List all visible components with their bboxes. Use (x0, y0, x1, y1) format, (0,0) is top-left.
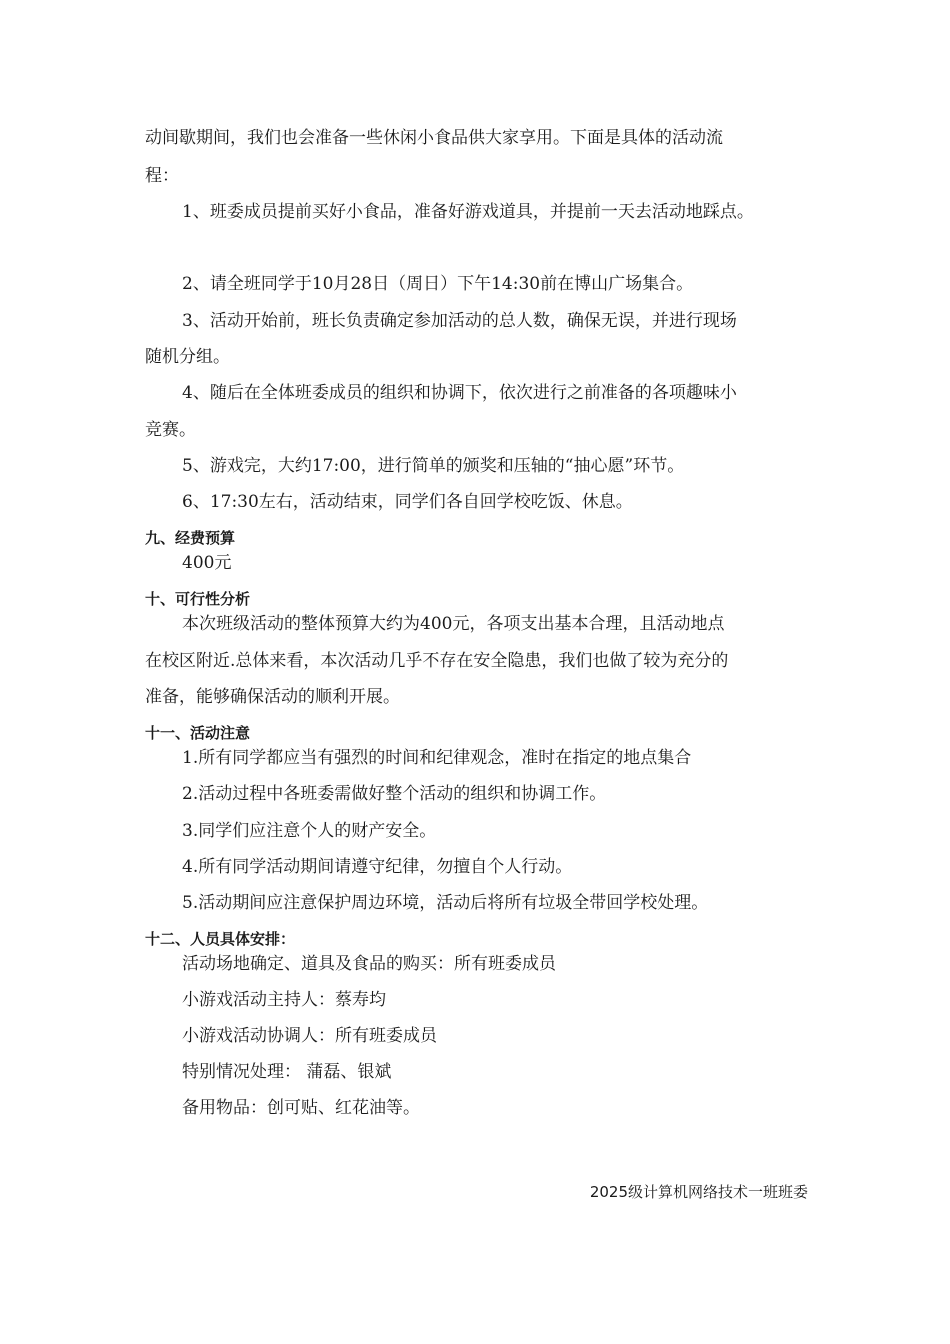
staff-heading: 十二、人员具体安排： (145, 930, 296, 948)
process-step-3-line-2: 随机分组。 (145, 347, 230, 367)
staff-item-2: 小游戏活动主持人：蔡寿均 (182, 990, 386, 1010)
process-step-3-line-1: 3、活动开始前，班长负责确定参加活动的总人数，确保无误，并进行现场 (182, 311, 737, 331)
process-intro-line-2: 程： (145, 166, 179, 186)
process-step-4-line-2: 竞赛。 (145, 420, 196, 440)
process-step-1: 1、班委成员提前买好小食品，准备好游戏道具，并提前一天去活动地踩点。 (182, 202, 754, 222)
process-step-4-line-1: 4、随后在全体班委成员的组织和协调下，依次进行之前准备的各项趣味小 (182, 383, 737, 403)
notes-item-3: 3.同学们应注意个人的财产安全。 (182, 821, 437, 841)
process-intro-line-1: 动间歇期间，我们也会准备一些休闲小食品供大家享用。下面是具体的活动流 (145, 128, 723, 148)
staff-item-3: 小游戏活动协调人：所有班委成员 (182, 1026, 437, 1046)
notes-item-2: 2.活动过程中各班委需做好整个活动的组织和协调工作。 (182, 784, 607, 804)
feasibility-line-2: 在校区附近.总体来看，本次活动几乎不存在安全隐患，我们也做了较为充分的 (145, 651, 729, 671)
process-step-5: 5、游戏完，大约17:00，进行简单的颁奖和压轴的“抽心愿”环节。 (182, 456, 685, 476)
notes-item-1: 1.所有同学都应当有强烈的时间和纪律观念，准时在指定的地点集合 (182, 748, 692, 768)
feasibility-line-3: 准备，能够确保活动的顺利开展。 (145, 687, 400, 707)
staff-item-4: 特别情况处理： 蒲磊、银斌 (182, 1062, 392, 1082)
notes-item-5: 5.活动期间应注意保护周边环境，活动后将所有垃圾全带回学校处理。 (182, 893, 709, 913)
feasibility-line-1: 本次班级活动的整体预算大约为400元，各项支出基本合理，且活动地点 (182, 614, 725, 634)
notes-heading: 十一、活动注意 (145, 724, 251, 742)
staff-item-1: 活动场地确定、道具及食品的购买：所有班委成员 (182, 954, 556, 974)
signature: 2025级计算机网络技术一班班委 (589, 1183, 808, 1201)
staff-item-5: 备用物品：创可贴、红花油等。 (182, 1098, 420, 1118)
feasibility-heading: 十、可行性分析 (145, 590, 251, 608)
budget-amount: 400元 (182, 553, 232, 573)
process-step-6: 6、17:30左右，活动结束，同学们各自回学校吃饭、休息。 (182, 492, 633, 512)
process-step-2: 2、请全班同学于10月28日（周日）下午14:30前在博山广场集合。 (182, 274, 694, 294)
notes-item-4: 4.所有同学活动期间请遵守纪律，勿擅自个人行动。 (182, 857, 573, 877)
budget-heading: 九、经费预算 (145, 529, 236, 547)
